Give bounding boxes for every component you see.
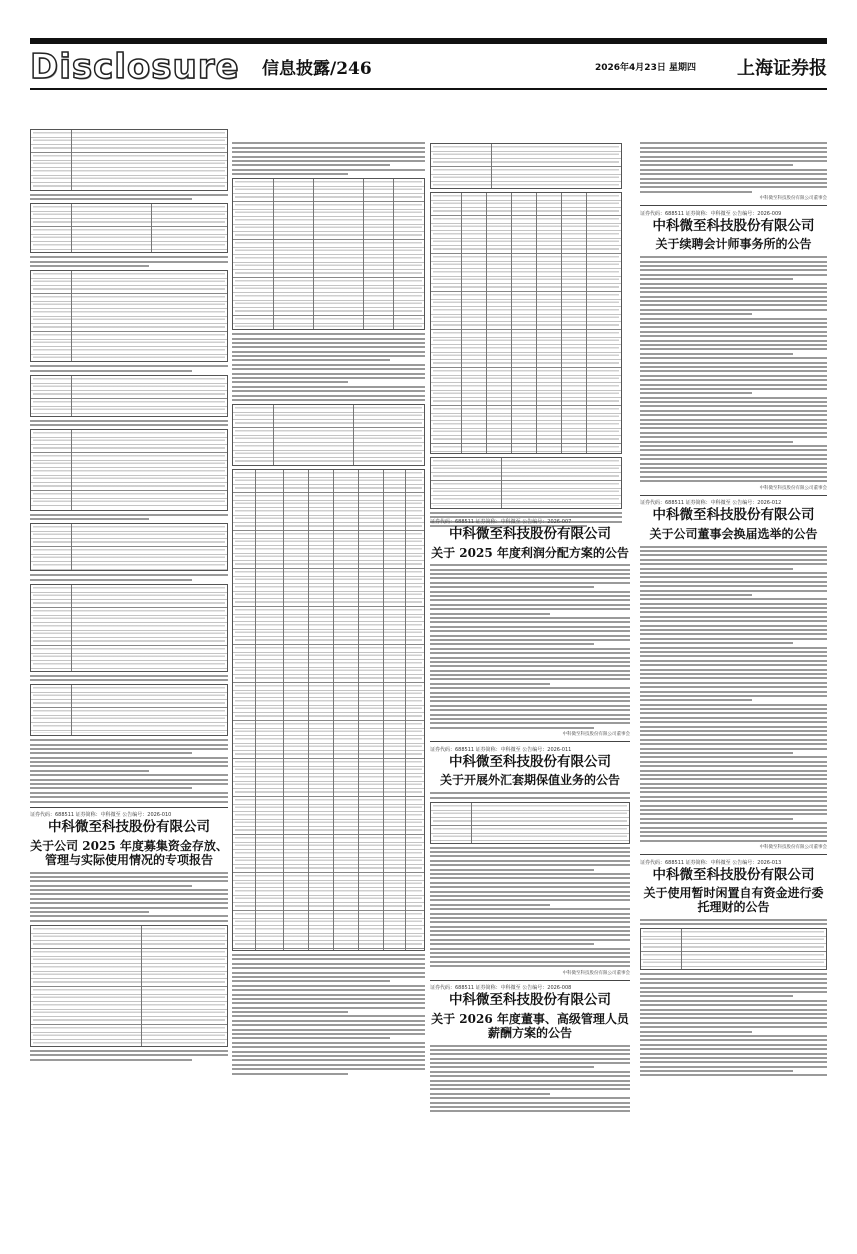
company-name: 中科微至科技股份有限公司	[449, 753, 611, 770]
data-table	[30, 523, 228, 571]
data-table	[30, 375, 228, 417]
announcement-header: 证券代码：688511 证券简称：中科微至 公告编号：2026-007	[430, 519, 572, 525]
data-table	[430, 143, 622, 189]
data-table	[30, 129, 228, 191]
announcement-title: 关于公司 2025 年度募集资金存放、管理与实际使用情况的专项报告	[30, 838, 228, 867]
data-table	[30, 684, 228, 736]
announcement-header: 证券代码：688511 证券简称：中科微至 公告编号：2026-009	[640, 210, 782, 217]
footer-signature: 中科微至科技股份有限公司董事会	[562, 732, 630, 738]
announcement-header: 证券代码：688511 证券简称：中科微至 公告编号：2026-011	[430, 746, 572, 753]
company-name: 中科微至科技股份有限公司	[652, 217, 815, 234]
data-table	[30, 925, 228, 1047]
masthead	[30, 38, 827, 90]
column-1	[30, 126, 228, 1234]
footer-signature: 中科微至科技股份有限公司董事会	[562, 970, 630, 976]
company-name: 中科微至科技股份有限公司	[449, 526, 611, 542]
data-table	[232, 469, 425, 951]
data-table	[430, 457, 622, 509]
announcement-header: 证券代码：688511 证券简称：中科微至 公告编号：2026-010	[30, 812, 172, 819]
data-table	[430, 192, 622, 454]
announcement-header: 证券代码：688511 证券简称：中科微至 公告编号：2026-008	[430, 985, 572, 992]
announcement-title: 关于 2026 年度董事、高级管理人员薪酬方案的公告	[431, 1011, 629, 1040]
announcement-header: 证券代码：688511 证券简称：中科微至 公告编号：2026-012	[640, 500, 782, 507]
newspaper-name: 上海证券报	[737, 58, 827, 79]
column-2	[232, 140, 425, 1234]
announcement-title: 关于续聘会计师事务所的公告	[655, 237, 812, 252]
announcement-title: 关于使用暂时闲置自有资金进行委托理财的公告	[643, 886, 824, 915]
data-table	[30, 429, 228, 511]
announcement-title: 关于公司董事会换届选举的公告	[649, 526, 818, 541]
disclosure-logo: Disclosure	[30, 47, 240, 87]
data-table	[30, 203, 228, 253]
column-5	[640, 140, 827, 1234]
data-table	[232, 404, 425, 466]
company-name: 中科微至科技股份有限公司	[449, 992, 611, 1009]
company-name: 中科微至科技股份有限公司	[652, 507, 815, 524]
footer-signature: 中科微至科技股份有限公司董事会	[759, 845, 827, 851]
company-name: 中科微至科技股份有限公司	[652, 866, 815, 883]
middle-wide-area	[430, 516, 630, 1234]
footer-signature: 中科微至科技股份有限公司董事会	[759, 485, 827, 491]
issue-date: 2026年4月23日 星期四	[595, 63, 696, 73]
data-table	[232, 178, 425, 330]
announcement-header: 证券代码：688511 证券简称：中科微至 公告编号：2026-013	[640, 859, 782, 866]
data-table	[640, 928, 827, 970]
announcement-title: 关于 2025 年度利润分配方案的公告	[431, 545, 629, 560]
section-title: 信息披露/246	[262, 59, 372, 79]
announcement-title: 关于开展外汇套期保值业务的公告	[439, 773, 620, 788]
data-table	[30, 584, 228, 672]
company-name: 中科微至科技股份有限公司	[48, 819, 210, 836]
data-table	[430, 802, 630, 844]
footer-signature: 中科微至科技股份有限公司董事会	[759, 196, 827, 202]
data-table	[30, 270, 228, 362]
